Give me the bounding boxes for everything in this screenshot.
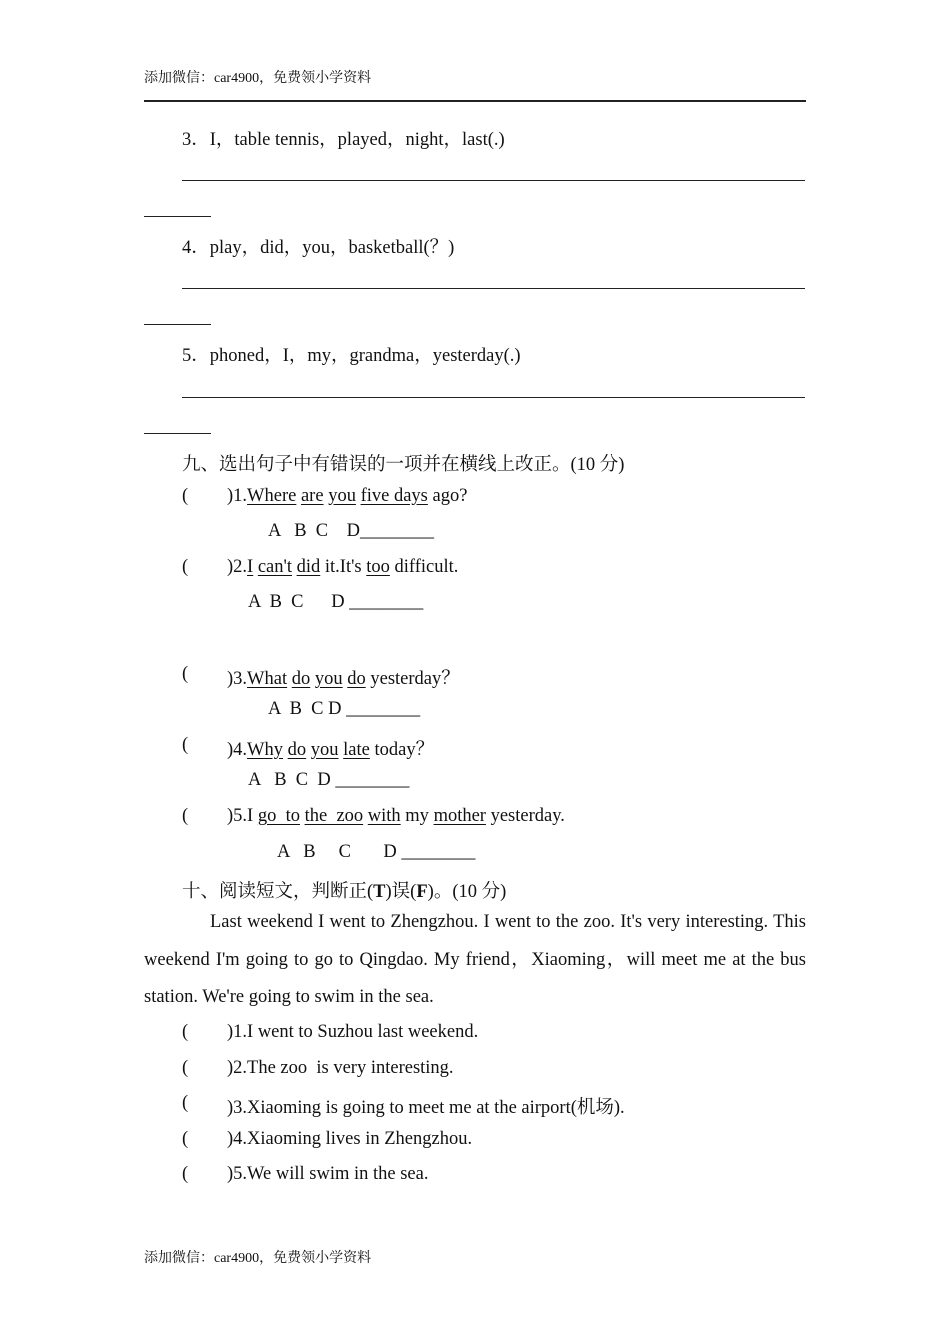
statement-10-1: )1.I went to Suzhou last weekend. bbox=[227, 1022, 479, 1042]
page-header: 添加微信：car4900，免费领小学资料 bbox=[144, 71, 372, 86]
answer-line-8-5b[interactable] bbox=[144, 433, 211, 434]
options-9-2[interactable]: A B C D ________ bbox=[248, 592, 424, 612]
question-9-2: )2.I can't did it.It's too difficult. bbox=[227, 557, 459, 577]
paren-9-5[interactable]: ( bbox=[182, 806, 189, 826]
statement-10-3: )3.Xiaoming is going to meet me at the airport(机场). bbox=[227, 1098, 625, 1118]
paren-9-4[interactable]: ( bbox=[182, 735, 189, 755]
paren-9-3[interactable]: ( bbox=[182, 664, 189, 684]
paren-10-5[interactable]: ( bbox=[182, 1164, 189, 1184]
options-9-1[interactable]: A B C D________ bbox=[268, 521, 435, 541]
section-9-title: 九、选出句子中有错误的一项并在横线上改正。(10 分) bbox=[182, 455, 625, 475]
question-9-5: )5.I go to the zoo with my mother yesterday. bbox=[227, 806, 565, 826]
question-8-3: 3．I，table tennis，played，night，last(.) bbox=[182, 130, 505, 150]
question-9-3: )3.What do you do yesterday？ bbox=[227, 669, 460, 689]
section-10-title: 十、阅读短文，判断正(T)误(F)。(10 分) bbox=[182, 882, 507, 902]
options-9-5[interactable]: A B C D ________ bbox=[277, 842, 476, 862]
page-footer: 添加微信：car4900，免费领小学资料 bbox=[144, 1251, 372, 1266]
statement-10-5: )5.We will swim in the sea. bbox=[227, 1164, 429, 1184]
paren-10-3[interactable]: ( bbox=[182, 1093, 189, 1113]
statement-10-2: )2.The zoo is very interesting. bbox=[227, 1058, 454, 1078]
answer-line-8-4b[interactable] bbox=[144, 324, 211, 325]
answer-line-8-4a[interactable] bbox=[182, 288, 805, 289]
statement-10-4: )4.Xiaoming lives in Zhengzhou. bbox=[227, 1129, 473, 1149]
paren-9-2[interactable]: ( bbox=[182, 557, 189, 577]
paren-9-1[interactable]: ( bbox=[182, 486, 189, 506]
question-9-4: )4.Why do you late today？ bbox=[227, 740, 435, 760]
answer-line-8-3b[interactable] bbox=[144, 216, 211, 217]
options-9-3[interactable]: A B C D ________ bbox=[268, 699, 421, 719]
answer-line-8-5a[interactable] bbox=[182, 397, 805, 398]
paren-10-1[interactable]: ( bbox=[182, 1022, 189, 1042]
reading-passage: Last weekend I went to Zhengzhou. I went to the zoo. It's very interesting. This weekend I'm going to go to Qingdao. My friend，Xiaoming，will meet me at the bus station. We're going to swim in the sea. bbox=[144, 912, 806, 1007]
paren-10-2[interactable]: ( bbox=[182, 1058, 189, 1078]
header-rule bbox=[144, 100, 806, 102]
options-9-4[interactable]: A B C D ________ bbox=[248, 770, 410, 790]
question-8-5: 5．phoned，I，my，grandma，yesterday(.) bbox=[182, 346, 521, 366]
answer-line-8-3a[interactable] bbox=[182, 180, 805, 181]
paren-10-4[interactable]: ( bbox=[182, 1129, 189, 1149]
question-8-4: 4．play，did，you，basketball(？) bbox=[182, 238, 455, 258]
question-9-1: )1.Where are you five days ago? bbox=[227, 486, 468, 506]
